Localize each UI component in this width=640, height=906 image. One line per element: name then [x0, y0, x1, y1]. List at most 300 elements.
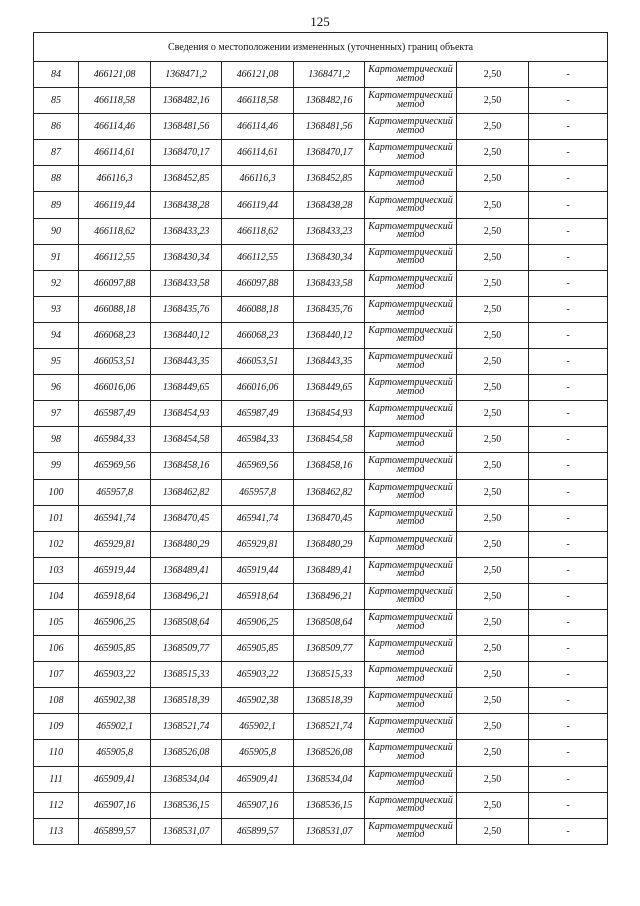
description: - — [529, 766, 608, 792]
method-line-1: Картометрический — [368, 716, 453, 728]
x-existing: 465902,1 — [79, 714, 151, 740]
point-number: 94 — [34, 322, 79, 348]
table-row — [34, 740, 608, 766]
y-updated: 1368534,04 — [294, 766, 365, 792]
method-cell — [365, 88, 457, 114]
x-updated: 466119,44 — [222, 192, 294, 218]
method-cell — [365, 114, 457, 140]
method-line-1: Картометрический — [368, 194, 453, 206]
x-existing: 466119,44 — [79, 192, 151, 218]
table-header-row — [34, 33, 608, 62]
method-cell — [365, 166, 457, 192]
method-line-1: Картометрический — [368, 64, 453, 76]
method-line-1: Картометрический — [368, 481, 453, 493]
x-existing: 465929,81 — [79, 531, 151, 557]
table-row — [34, 322, 608, 348]
x-existing: 465969,56 — [79, 453, 151, 479]
accuracy: 2,50 — [457, 714, 529, 740]
method-cell — [365, 583, 457, 609]
accuracy: 2,50 — [457, 636, 529, 662]
method-line-2: метод — [396, 724, 425, 736]
point-number: 89 — [34, 192, 79, 218]
y-existing: 1368508,64 — [151, 609, 222, 635]
description: - — [529, 740, 608, 766]
method-line-1: Картометрический — [368, 742, 453, 754]
x-updated: 466118,62 — [222, 218, 294, 244]
accuracy: 2,50 — [457, 740, 529, 766]
y-existing: 1368438,28 — [151, 192, 222, 218]
accuracy: 2,50 — [457, 505, 529, 531]
accuracy: 2,50 — [457, 270, 529, 296]
description: - — [529, 114, 608, 140]
method-cell — [365, 714, 457, 740]
x-updated: 465899,57 — [222, 818, 294, 844]
method-cell — [365, 479, 457, 505]
table-title: Сведения о местоположении измененных (уточненных) границ объекта — [34, 33, 608, 62]
method-line-2: метод — [396, 176, 425, 188]
y-updated: 1368440,12 — [294, 322, 365, 348]
y-existing: 1368454,58 — [151, 427, 222, 453]
method-line-1: Картометрический — [368, 507, 453, 519]
accuracy: 2,50 — [457, 688, 529, 714]
point-number: 98 — [34, 427, 79, 453]
y-updated: 1368509,77 — [294, 636, 365, 662]
table-row — [34, 244, 608, 270]
method-line-1: Картометрический — [368, 298, 453, 310]
description: - — [529, 688, 608, 714]
accuracy: 2,50 — [457, 557, 529, 583]
y-updated: 1368521,74 — [294, 714, 365, 740]
x-updated: 466116,3 — [222, 166, 294, 192]
y-existing: 1368435,76 — [151, 296, 222, 322]
x-existing: 465941,74 — [79, 505, 151, 531]
x-existing: 465909,41 — [79, 766, 151, 792]
y-existing: 1368471,2 — [151, 62, 222, 88]
x-updated: 466016,06 — [222, 375, 294, 401]
method-line-2: метод — [396, 803, 425, 815]
y-existing: 1368470,45 — [151, 505, 222, 531]
point-number: 106 — [34, 636, 79, 662]
point-number: 112 — [34, 792, 79, 818]
accuracy: 2,50 — [457, 218, 529, 244]
method-line-1: Картометрический — [368, 664, 453, 676]
x-existing: 465919,44 — [79, 557, 151, 583]
point-number: 92 — [34, 270, 79, 296]
x-existing: 465907,16 — [79, 792, 151, 818]
x-existing: 465902,38 — [79, 688, 151, 714]
y-updated: 1368526,08 — [294, 740, 365, 766]
accuracy: 2,50 — [457, 583, 529, 609]
point-number: 105 — [34, 609, 79, 635]
table-row — [34, 270, 608, 296]
description: - — [529, 296, 608, 322]
accuracy: 2,50 — [457, 766, 529, 792]
method-line-1: Картометрический — [368, 820, 453, 832]
y-existing: 1368458,16 — [151, 453, 222, 479]
table-row — [34, 401, 608, 427]
accuracy: 2,50 — [457, 114, 529, 140]
accuracy: 2,50 — [457, 192, 529, 218]
point-number: 104 — [34, 583, 79, 609]
x-updated: 465919,44 — [222, 557, 294, 583]
y-existing: 1368433,58 — [151, 270, 222, 296]
table-row — [34, 427, 608, 453]
description: - — [529, 453, 608, 479]
table-row — [34, 218, 608, 244]
point-number: 84 — [34, 62, 79, 88]
x-updated: 465984,33 — [222, 427, 294, 453]
table-row — [34, 375, 608, 401]
x-existing: 466097,88 — [79, 270, 151, 296]
method-line-1: Картометрический — [368, 272, 453, 284]
point-number: 88 — [34, 166, 79, 192]
accuracy: 2,50 — [457, 792, 529, 818]
method-cell — [365, 505, 457, 531]
x-existing: 466016,06 — [79, 375, 151, 401]
x-existing: 466118,58 — [79, 88, 151, 114]
accuracy: 2,50 — [457, 609, 529, 635]
method-line-2: метод — [396, 594, 425, 606]
x-updated: 466118,58 — [222, 88, 294, 114]
table-row — [34, 62, 608, 88]
boundary-table — [33, 32, 608, 845]
table-row — [34, 479, 608, 505]
description: - — [529, 322, 608, 348]
table-row — [34, 792, 608, 818]
method-line-1: Картометрический — [368, 324, 453, 336]
method-line-1: Картометрический — [368, 116, 453, 128]
method-cell — [365, 322, 457, 348]
point-number: 110 — [34, 740, 79, 766]
y-existing: 1368521,74 — [151, 714, 222, 740]
description: - — [529, 270, 608, 296]
method-cell — [365, 792, 457, 818]
method-line-2: метод — [396, 281, 425, 293]
method-line-2: метод — [396, 359, 425, 371]
x-existing: 465905,85 — [79, 636, 151, 662]
x-updated: 466112,55 — [222, 244, 294, 270]
x-updated: 465907,16 — [222, 792, 294, 818]
point-number: 85 — [34, 88, 79, 114]
accuracy: 2,50 — [457, 479, 529, 505]
method-line-2: метод — [396, 829, 425, 841]
x-updated: 465903,22 — [222, 662, 294, 688]
y-existing: 1368534,04 — [151, 766, 222, 792]
method-cell — [365, 218, 457, 244]
description: - — [529, 662, 608, 688]
method-cell — [365, 349, 457, 375]
table-row — [34, 662, 608, 688]
method-cell — [365, 296, 457, 322]
y-existing: 1368452,85 — [151, 166, 222, 192]
method-cell — [365, 557, 457, 583]
method-line-2: метод — [396, 698, 425, 710]
x-updated: 465969,56 — [222, 453, 294, 479]
y-updated: 1368435,76 — [294, 296, 365, 322]
x-updated: 465929,81 — [222, 531, 294, 557]
method-line-2: метод — [396, 620, 425, 632]
x-updated: 465905,8 — [222, 740, 294, 766]
x-updated: 465918,64 — [222, 583, 294, 609]
point-number: 102 — [34, 531, 79, 557]
y-updated: 1368536,15 — [294, 792, 365, 818]
y-updated: 1368462,82 — [294, 479, 365, 505]
point-number: 95 — [34, 349, 79, 375]
x-updated: 465987,49 — [222, 401, 294, 427]
point-number: 103 — [34, 557, 79, 583]
y-existing: 1368443,35 — [151, 349, 222, 375]
x-existing: 466114,61 — [79, 140, 151, 166]
table-row — [34, 114, 608, 140]
table-row — [34, 688, 608, 714]
method-line-1: Картометрический — [368, 585, 453, 597]
method-cell — [365, 636, 457, 662]
table-row — [34, 714, 608, 740]
method-line-2: метод — [396, 203, 425, 215]
accuracy: 2,50 — [457, 62, 529, 88]
y-existing: 1368462,82 — [151, 479, 222, 505]
x-existing: 466118,62 — [79, 218, 151, 244]
accuracy: 2,50 — [457, 322, 529, 348]
method-cell — [365, 662, 457, 688]
method-line-1: Картометрический — [368, 377, 453, 389]
accuracy: 2,50 — [457, 818, 529, 844]
method-line-1: Картометрический — [368, 90, 453, 102]
method-line-2: метод — [396, 98, 425, 110]
method-line-2: метод — [396, 124, 425, 136]
description: - — [529, 583, 608, 609]
description: - — [529, 609, 608, 635]
x-existing: 466088,18 — [79, 296, 151, 322]
x-existing: 466053,51 — [79, 349, 151, 375]
description: - — [529, 244, 608, 270]
y-existing: 1368470,17 — [151, 140, 222, 166]
y-updated: 1368518,39 — [294, 688, 365, 714]
point-number: 99 — [34, 453, 79, 479]
y-updated: 1368452,85 — [294, 166, 365, 192]
x-existing: 466121,08 — [79, 62, 151, 88]
method-line-2: метод — [396, 411, 425, 423]
point-number: 86 — [34, 114, 79, 140]
accuracy: 2,50 — [457, 166, 529, 192]
x-updated: 465906,25 — [222, 609, 294, 635]
table-row — [34, 88, 608, 114]
point-number: 87 — [34, 140, 79, 166]
accuracy: 2,50 — [457, 296, 529, 322]
method-cell — [365, 401, 457, 427]
y-existing: 1368449,65 — [151, 375, 222, 401]
y-existing: 1368430,34 — [151, 244, 222, 270]
y-updated: 1368433,58 — [294, 270, 365, 296]
y-updated: 1368471,2 — [294, 62, 365, 88]
y-existing: 1368526,08 — [151, 740, 222, 766]
point-number: 107 — [34, 662, 79, 688]
method-line-1: Картометрический — [368, 351, 453, 363]
method-line-2: метод — [396, 750, 425, 762]
description: - — [529, 192, 608, 218]
table-row — [34, 296, 608, 322]
accuracy: 2,50 — [457, 140, 529, 166]
point-number: 91 — [34, 244, 79, 270]
method-cell — [365, 427, 457, 453]
description: - — [529, 636, 608, 662]
x-existing: 466068,23 — [79, 322, 151, 348]
accuracy: 2,50 — [457, 375, 529, 401]
y-existing: 1368496,21 — [151, 583, 222, 609]
method-cell — [365, 740, 457, 766]
description: - — [529, 427, 608, 453]
method-cell — [365, 375, 457, 401]
point-number: 97 — [34, 401, 79, 427]
table-row — [34, 766, 608, 792]
method-line-1: Картометрический — [368, 768, 453, 780]
description: - — [529, 88, 608, 114]
method-line-1: Картометрический — [368, 220, 453, 232]
method-cell — [365, 531, 457, 557]
y-existing: 1368531,07 — [151, 818, 222, 844]
description: - — [529, 401, 608, 427]
accuracy: 2,50 — [457, 401, 529, 427]
y-existing: 1368489,41 — [151, 557, 222, 583]
table-row — [34, 349, 608, 375]
method-cell — [365, 140, 457, 166]
y-existing: 1368433,23 — [151, 218, 222, 244]
table-row — [34, 609, 608, 635]
x-existing: 465984,33 — [79, 427, 151, 453]
y-existing: 1368515,33 — [151, 662, 222, 688]
x-existing: 465987,49 — [79, 401, 151, 427]
table-row — [34, 166, 608, 192]
y-existing: 1368440,12 — [151, 322, 222, 348]
y-updated: 1368515,33 — [294, 662, 365, 688]
method-cell — [365, 818, 457, 844]
y-updated: 1368470,45 — [294, 505, 365, 531]
point-number: 108 — [34, 688, 79, 714]
method-line-1: Картометрический — [368, 612, 453, 624]
method-line-2: метод — [396, 72, 425, 84]
table-row — [34, 818, 608, 844]
description: - — [529, 375, 608, 401]
x-existing: 465906,25 — [79, 609, 151, 635]
x-existing: 466114,46 — [79, 114, 151, 140]
point-number: 101 — [34, 505, 79, 531]
method-line-2: метод — [396, 646, 425, 658]
x-updated: 465941,74 — [222, 505, 294, 531]
method-line-2: метод — [396, 672, 425, 684]
description: - — [529, 218, 608, 244]
method-line-2: метод — [396, 385, 425, 397]
table-row — [34, 140, 608, 166]
y-existing: 1368518,39 — [151, 688, 222, 714]
accuracy: 2,50 — [457, 427, 529, 453]
description: - — [529, 62, 608, 88]
y-updated: 1368443,35 — [294, 349, 365, 375]
x-existing: 465899,57 — [79, 818, 151, 844]
y-updated: 1368496,21 — [294, 583, 365, 609]
method-line-1: Картометрический — [368, 533, 453, 545]
point-number: 93 — [34, 296, 79, 322]
y-existing: 1368509,77 — [151, 636, 222, 662]
method-line-2: метод — [396, 150, 425, 162]
point-number: 111 — [34, 766, 79, 792]
point-number: 109 — [34, 714, 79, 740]
method-line-1: Картометрический — [368, 142, 453, 154]
x-updated: 466097,88 — [222, 270, 294, 296]
table-row — [34, 531, 608, 557]
x-existing: 465903,22 — [79, 662, 151, 688]
x-updated: 465902,1 — [222, 714, 294, 740]
y-updated: 1368454,58 — [294, 427, 365, 453]
description: - — [529, 531, 608, 557]
description: - — [529, 818, 608, 844]
method-cell — [365, 766, 457, 792]
page-number: 125 — [310, 14, 330, 29]
method-line-2: метод — [396, 516, 425, 528]
method-cell — [365, 192, 457, 218]
method-line-1: Картометрический — [368, 638, 453, 650]
x-existing: 465918,64 — [79, 583, 151, 609]
accuracy: 2,50 — [457, 349, 529, 375]
description: - — [529, 349, 608, 375]
method-line-2: метод — [396, 463, 425, 475]
y-updated: 1368430,34 — [294, 244, 365, 270]
method-cell — [365, 270, 457, 296]
y-updated: 1368454,93 — [294, 401, 365, 427]
method-line-1: Картометрический — [368, 246, 453, 258]
y-existing: 1368536,15 — [151, 792, 222, 818]
method-cell — [365, 244, 457, 270]
description: - — [529, 140, 608, 166]
y-updated: 1368480,29 — [294, 531, 365, 557]
method-line-1: Картометрический — [368, 168, 453, 180]
table-row — [34, 557, 608, 583]
point-number: 100 — [34, 479, 79, 505]
accuracy: 2,50 — [457, 662, 529, 688]
y-updated: 1368531,07 — [294, 818, 365, 844]
method-line-2: метод — [396, 437, 425, 449]
y-updated: 1368470,17 — [294, 140, 365, 166]
x-existing: 465957,8 — [79, 479, 151, 505]
x-updated: 465909,41 — [222, 766, 294, 792]
description: - — [529, 792, 608, 818]
point-number: 113 — [34, 818, 79, 844]
y-updated: 1368433,23 — [294, 218, 365, 244]
description: - — [529, 557, 608, 583]
method-line-2: метод — [396, 777, 425, 789]
description: - — [529, 714, 608, 740]
method-line-1: Картометрический — [368, 559, 453, 571]
y-existing: 1368454,93 — [151, 401, 222, 427]
table-row — [34, 453, 608, 479]
x-existing: 466112,55 — [79, 244, 151, 270]
method-line-2: метод — [396, 542, 425, 554]
point-number: 96 — [34, 375, 79, 401]
y-existing: 1368482,16 — [151, 88, 222, 114]
method-line-2: метод — [396, 229, 425, 241]
x-updated: 466121,08 — [222, 62, 294, 88]
table-row — [34, 636, 608, 662]
y-updated: 1368482,16 — [294, 88, 365, 114]
method-line-2: метод — [396, 568, 425, 580]
y-existing: 1368481,56 — [151, 114, 222, 140]
method-cell — [365, 453, 457, 479]
x-updated: 465902,38 — [222, 688, 294, 714]
x-updated: 466114,46 — [222, 114, 294, 140]
method-line-1: Картометрический — [368, 429, 453, 441]
description: - — [529, 505, 608, 531]
y-updated: 1368458,16 — [294, 453, 365, 479]
y-updated: 1368489,41 — [294, 557, 365, 583]
